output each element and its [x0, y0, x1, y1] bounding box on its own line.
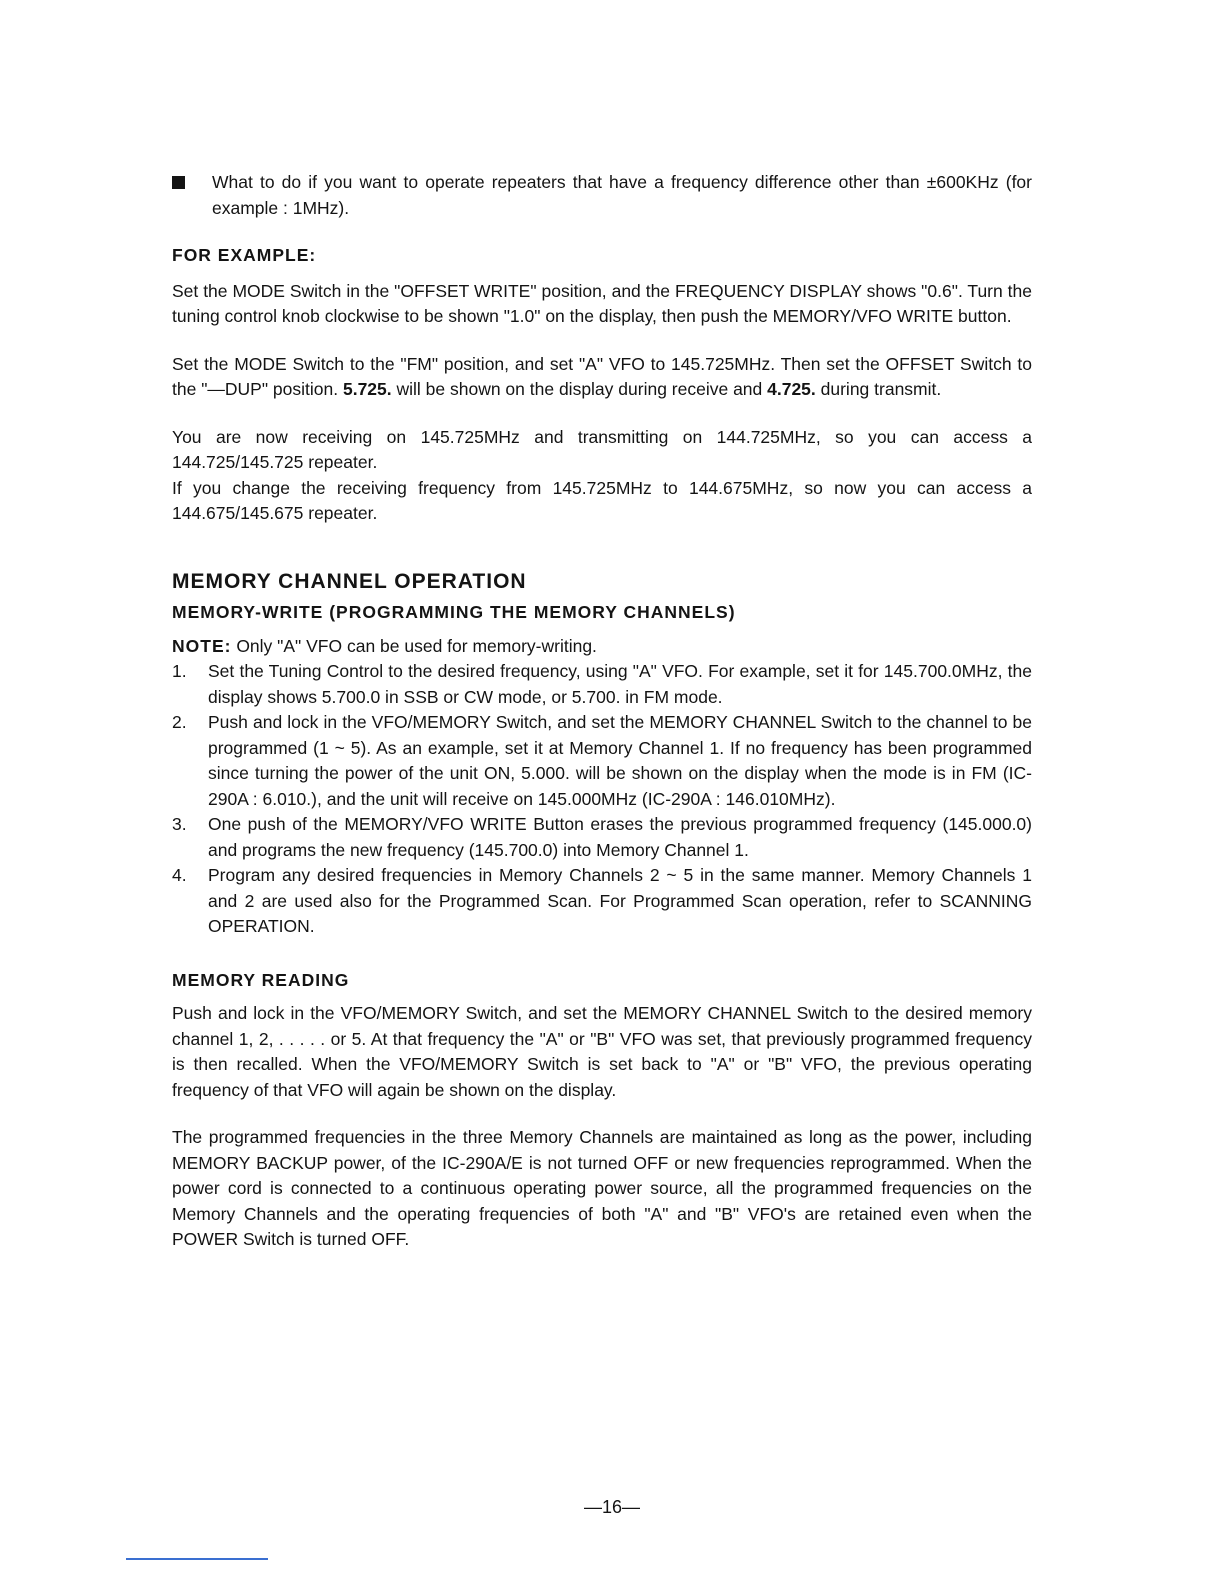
memory-reading-heading: MEMORY READING	[172, 969, 350, 990]
example-paragraph-2	[172, 352, 1032, 403]
memory-write-steps	[172, 659, 1032, 940]
example-paragraph-3: You are now receiving on 145.725MHz and transmitting on 144.725MHz, so you can access a 144.725/145.725 repeater.	[172, 426, 1032, 472]
step-number: 4.	[172, 865, 187, 885]
step-text: One push of the MEMORY/VFO WRITE Button erases the previous programmed frequency (145.000.0) and programs the new frequency (145.700.0) into Memory Channel 1.	[208, 814, 1032, 860]
example-paragraph-4: If you change the receiving frequency from 145.725MHz to 144.675MHz, so now you can access a 144.675/145.675 repeater.	[172, 477, 1032, 523]
step-number: 2.	[172, 712, 187, 732]
footer-rule	[126, 1558, 268, 1560]
step-number: 3.	[172, 814, 187, 834]
note-line	[172, 634, 1032, 660]
transmit-display-value: 4.725.	[767, 379, 816, 399]
memory-reading-paragraph-2: The programmed frequencies in the three Memory Channels are maintained as long as the power, including MEMORY BACKUP power, of the IC-290A/E is not turned OFF or new frequencies reprogrammed. When the power cord is connected to a continuous operating power source, all the programmed frequencies on the Memory Channels and the operating frequencies of both "A" and "B" VFO's are retained even when the POWER Switch is turned OFF.	[172, 1127, 1032, 1249]
note-text: Only "A" VFO can be used for memory-writing.	[231, 635, 597, 656]
step-text: Program any desired frequencies in Memory Channels 2 ~ 5 in the same manner. Memory Channels 1 and 2 are used also for the Programmed Scan. For Programmed Scan operation, refer to SCANNING OPERATION.	[208, 865, 1032, 936]
step-text: Set the Tuning Control to the desired frequency, using "A" VFO. For example, set it for 145.700.0MHz, the display shows 5.700.0 in SSB or CW mode, or 5.700. in FM mode.	[208, 661, 1032, 707]
intro-text: What to do if you want to operate repeaters that have a frequency difference other than ±600KHz (for example : 1MHz).	[212, 172, 1032, 218]
memory-channel-heading: MEMORY CHANNEL OPERATION	[172, 569, 527, 593]
page-content	[172, 170, 1032, 1253]
receive-display-value: 5.725.	[342, 379, 392, 399]
list-item	[172, 863, 1032, 940]
example-p2-part-a: Set the MODE Switch to the "FM" position, and set "A" VFO to 145.725MHz. Then set the OFFSET Switch to the "—DUP" position.	[172, 353, 1032, 399]
intro-bullet-item	[172, 170, 1032, 221]
example-label: FOR EXAMPLE:	[172, 245, 317, 265]
example-p2-part-e: during transmit.	[815, 379, 942, 399]
page-number: —16—	[583, 1497, 641, 1517]
step-text: Push and lock in the VFO/MEMORY Switch, and set the MEMORY CHANNEL Switch to the channel to be programmed (1 ~ 5). As an example, set it at Memory Channel 1. If no frequency has been programmed since turning the power of the unit ON, 5.000. will be shown on the display when the mode is in FM (IC-290A : 6.010.), and the unit will receive on 145.000MHz (IC-290A : 146.010MHz).	[208, 712, 1032, 809]
note-label: NOTE:	[172, 635, 232, 656]
list-item	[172, 710, 1032, 812]
memory-write-heading: MEMORY-WRITE (PROGRAMMING THE MEMORY CHANNELS)	[172, 602, 736, 622]
example-paragraph-1: Set the MODE Switch in the "OFFSET WRITE" position, and the FREQUENCY DISPLAY shows "0.6". Turn the tuning control knob clockwise to be shown "1.0" on the display, then push the MEMORY/VFO WRITE button.	[172, 280, 1032, 326]
memory-reading-paragraph-1: Push and lock in the VFO/MEMORY Switch, and set the MEMORY CHANNEL Switch to the desired memory channel 1, 2, . . . . . or 5. At that frequency the "A" or "B" VFO was set, that previously programmed frequency is then recalled. When the VFO/MEMORY Switch is set back to "A" or "B" VFO, the previous operating frequency of that VFO will again be shown on the display.	[172, 1003, 1032, 1100]
list-item	[172, 812, 1032, 863]
example-p2-part-c: will be shown on the display during receive and	[391, 379, 768, 399]
square-bullet-icon	[172, 176, 185, 189]
step-number: 1.	[172, 661, 187, 681]
list-item	[172, 659, 1032, 710]
